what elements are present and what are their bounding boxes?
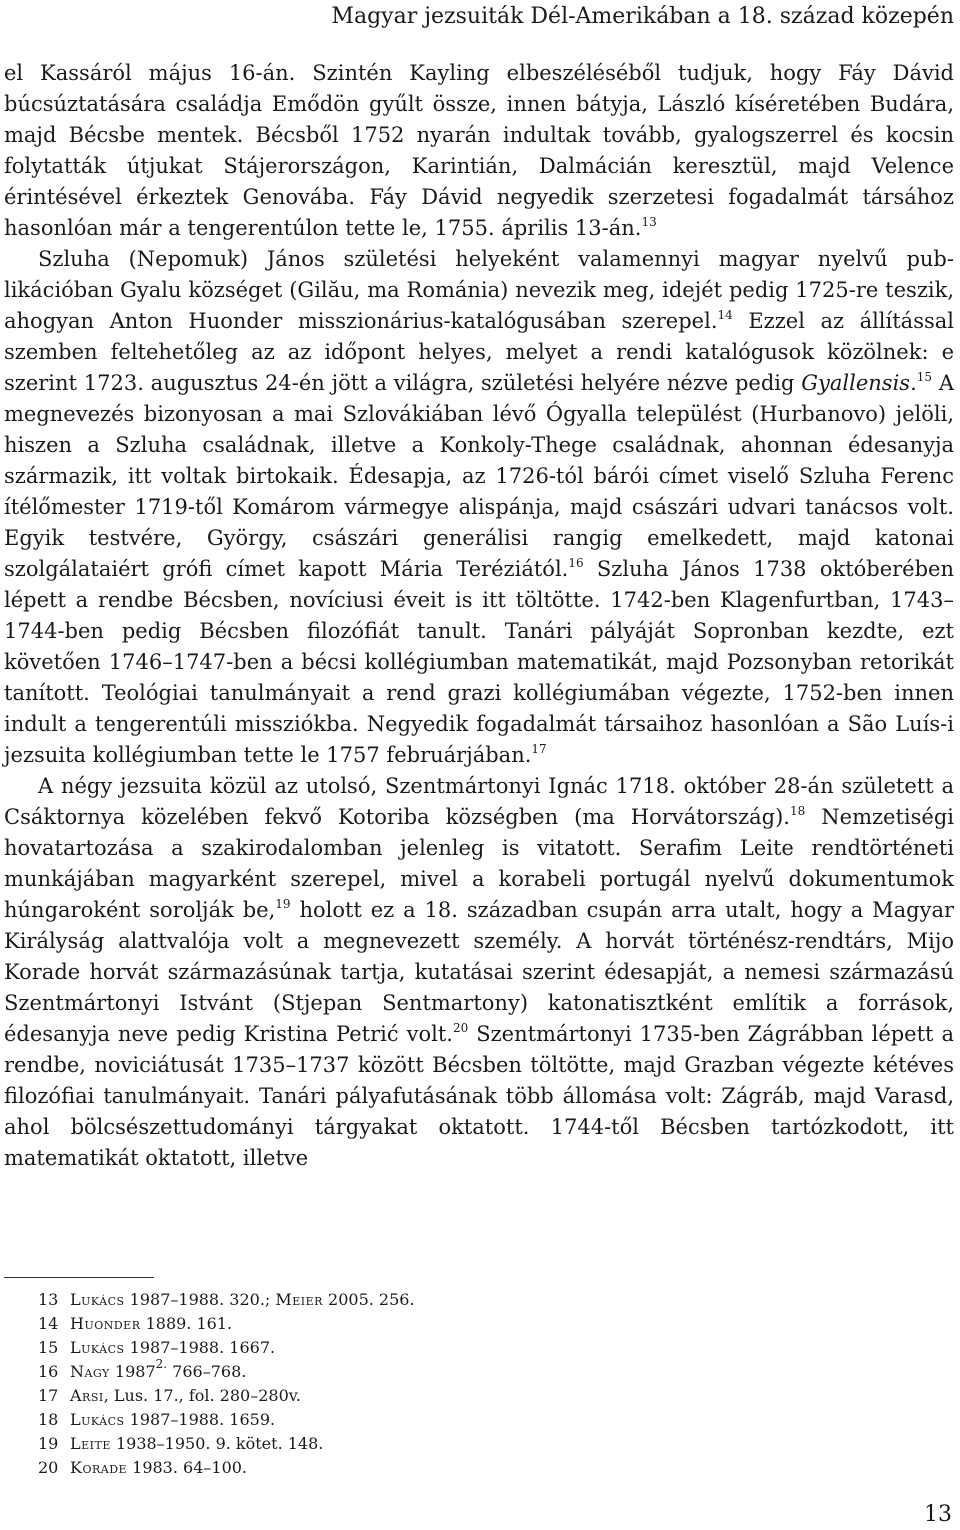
- footnote-number: 20: [38, 1458, 59, 1477]
- footnote-ref: 16: [568, 556, 584, 570]
- citation-text: , Lus. 17., fol. 280–280v.: [103, 1386, 301, 1405]
- text-run: Nemzetiségi hovatartozása a szakirodalomban jelenleg is vitatott. Serafim Leite rendtörténeti munkájában magyarként szerepel, mivel a korabeli portugál nyelvű dokumentumok húngaroként sorolják be,: [4, 805, 955, 922]
- text-run: Ezzel az állítással szemben feltehetőleg az az időpont helyes, melyet a rendi katalógusok közölnek: e szerint 1723. augusztus 24-én jött a világra, születési helyére nézve pedig: [4, 309, 954, 395]
- footnote: [38, 1312, 415, 1336]
- author-name: Arsi: [70, 1386, 104, 1405]
- paragraph: [4, 244, 954, 771]
- author-name: Lukács: [70, 1410, 125, 1429]
- text-run: A négy jezsuita közül az utolsó, Szentmártonyi Ignác 1718. október 28-án született a Csáktornya közelében fekvő Kotoriba községben (ma Horvátország).: [4, 774, 954, 829]
- running-header: Magyar jezsuiták Dél-Amerikában a 18. század közepén: [331, 4, 954, 29]
- footnote-ref: 20: [452, 1021, 469, 1035]
- footnote: [38, 1336, 415, 1360]
- footnote: [38, 1384, 415, 1408]
- body-text: [4, 58, 954, 1174]
- footnote-ref: 14: [717, 308, 733, 322]
- footnote-ref: 19: [275, 897, 291, 911]
- author-name: Lukács: [70, 1338, 125, 1357]
- footnote-number: 16: [38, 1362, 59, 1381]
- author-name: Nagy: [70, 1362, 110, 1381]
- footnote: [38, 1456, 415, 1480]
- citation-text: 1983. 64–100.: [127, 1458, 248, 1477]
- text-run: Szluha János 1738 októberében lépett a rendbe Bécsben, novíciusi éveit is itt töltötte. 1742-ben Klagenfurtban, 1743–1744-ben pedig Bécsben filozófiát tanult. Tanári pályáját Sopronban kezdte, ezt követően 1746–1747-ben a bécsi kollégiumban matematikát, majd Pozsonyban retorikát tanított. Teológiai tanulmányait a rend grazi kollégiumában végezte, 1752-ben innen indult a tengerentúli missziókba. Negyedik fogadalmát társaihoz hasonlóan a São Luís-i jezsuita kollégiumban tette le 1757 februárjában.: [4, 557, 955, 767]
- citation-text: 1987–1988. 1659.: [124, 1410, 276, 1429]
- footnote: [38, 1408, 415, 1432]
- footnote-number: 19: [38, 1434, 59, 1453]
- paragraph: [4, 771, 954, 1174]
- footnote: [38, 1432, 415, 1456]
- footnotes: [38, 1288, 415, 1480]
- text-run: Szluha (Nepomuk) János születési helyeként valamennyi magyar nyelvű publikációban Gyalu községet (Gilău, ma Románia) nevezik meg, idejét pedig 1725-re teszik, ahogyan Anton Huonder misszionárius-katalógusában szerepel.: [4, 247, 954, 333]
- footnote-ref: 17: [531, 742, 547, 756]
- footnote-divider: [4, 1277, 154, 1278]
- citation-text: 1987–1988. 1667.: [124, 1338, 276, 1357]
- citation-text: 1889. 161.: [140, 1314, 233, 1333]
- citation-text: 2005. 256.: [322, 1290, 415, 1309]
- author-name: Meier: [275, 1290, 323, 1309]
- italic-text: Gyallensis.: [801, 371, 917, 395]
- footnote-ref: 15: [916, 370, 933, 384]
- paragraph: [4, 58, 954, 244]
- footnote-ref: 13: [641, 215, 657, 229]
- citation-text: 766–768.: [167, 1362, 247, 1381]
- page-number: 13: [924, 1502, 952, 1527]
- footnote-number: 14: [38, 1314, 59, 1333]
- author-name: Leite: [70, 1434, 111, 1453]
- footnote-number: 15: [38, 1338, 59, 1357]
- edition-sup: 2.: [155, 1357, 168, 1371]
- citation-text: 1938–1950. 9. kötet. 148.: [110, 1434, 324, 1453]
- citation-text: 1987–1988. 320.;: [124, 1290, 276, 1309]
- footnote-number: 18: [38, 1410, 59, 1429]
- footnote-number: 13: [38, 1290, 59, 1309]
- author-name: Huonder: [70, 1314, 141, 1333]
- text-run: Szentmártonyi 1735-ben Zágrábban lépett a rendbe, noviciátusát 1735–1737 között Bécsben töltötte, majd Grazban végezte kétéves filozófiai tanulmányait. Tanári pályafutásának több állomása volt: Zágráb, majd Varasd, ahol bölcsészettudományi tárgyakat oktatott. 1744-től Bécsben tartózkodott, itt matematikát oktatott, illetve: [4, 1022, 954, 1170]
- text-run: A megnevezés bizonyosan a mai Szlovákiában lévő Ógyalla települést (Hurbanovo) jelöli, hiszen a Szluha családnak, illetve a Konkoly-Thege családnak, ahonnan édesanyja származik, itt voltak birtokaik. Édesapja, az 1726-tól bárói címet viselő Szluha Ferenc ítélőmester 1719-től Komárom vármegye alispánja, majd császári udvari tanácsos volt. Egyik testvére, György, császári generálisi rangig emelkedett, majd katonai szolgálataiért grófi címet kapott Mária Teréziától.: [4, 371, 954, 581]
- text-run: el Kassáról május 16-án. Szintén Kayling elbeszéléséből tudjuk, hogy Fáy Dávid búcsúztatására családja Emődön gyűlt össze, innen bátyja, László kíséretében Budára, majd Bécsbe mentek. Bécsből 1752 nyarán indultak tovább, gyalogszerrel és kocsin folytatták útjukat Stájerországon, Karintián, Dalmácián keresztül, majd Velence érintésével érkeztek Genovába. Fáy Dávid negyedik szerzetesi fogadalmát társához hasonlóan már a tengerentúlon tette le, 1755. április 13-án.: [4, 61, 954, 240]
- footnote-ref: 18: [789, 804, 806, 818]
- author-name: Lukács: [70, 1290, 125, 1309]
- footnote: [38, 1288, 415, 1312]
- citation-text: 1987: [109, 1362, 156, 1381]
- footnote-number: 17: [38, 1386, 59, 1405]
- text-run: holott ez a 18. században csupán arra utalt, hogy a Magyar Királyság alattvalója volt a megnevezett személy. A horvát történész-rendtárs, Mijo Korade horvát származásúnak tartja, kutatásai szerint édesapját, a nemesi származású Szentmártonyi Istvánt (Stjepan Sentmartony) katonatisztként említik a források, édesanyja neve pedig Kristina Petrić volt.: [4, 898, 955, 1046]
- author-name: Korade: [70, 1458, 128, 1477]
- footnote: [38, 1357, 415, 1384]
